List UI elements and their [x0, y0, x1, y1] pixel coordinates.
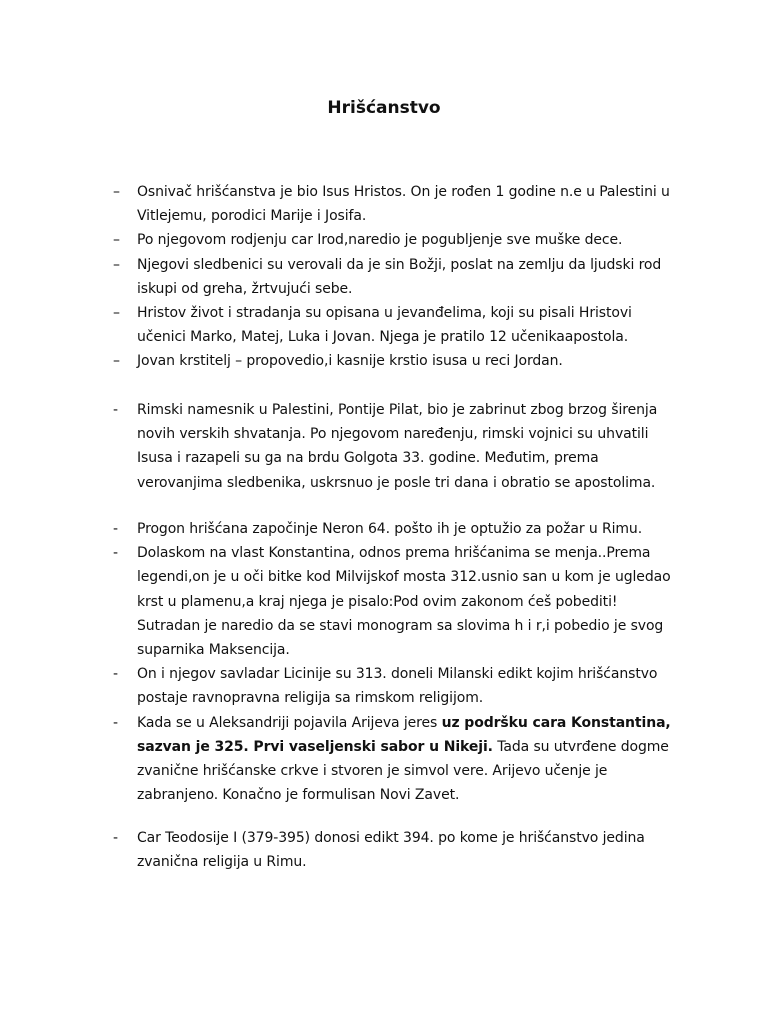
dash-marker: – [113, 184, 120, 200]
dash-marker: - [113, 830, 118, 846]
list-item-text: Jovan krstitelj – propovedio,i kasnije krstio isusa u reci Jordan. [137, 353, 563, 370]
list-item-text [137, 715, 671, 804]
list-item [0, 228, 768, 252]
list-item-text: Car Teodosije I (379-395) donosi edikt 394. po kome je hrišćanstvo jedina zvanična religija u Rimu. [137, 830, 645, 871]
list-item-text: Po njegovom rodjenju car Irod,naredio je pogubljenje sve muške dece. [137, 232, 623, 249]
list-item-text: Osnivač hrišćanstva je bio Isus Hristos. On je rođen 1 godine n.e u Palestini u Vitlejemu, porodici Marije i Josifa. [137, 184, 670, 225]
list-item-text: On i njegov savladar Licinije su 313. doneli Milanski edikt kojim hrišćanstvo postaje ravnopravna religija sa rimskom religijom. [137, 666, 658, 707]
list-item-text: Progon hrišćana započinje Neron 64. pošto ih je optužio za požar u Rimu. [137, 521, 643, 537]
list-item-text-start: Kada se u Aleksandriji pojavila Arijeva jeres [137, 714, 442, 731]
section-persecution-and-recognition [0, 517, 768, 807]
list-item [0, 398, 768, 495]
dash-marker: - [113, 402, 118, 418]
list-item [0, 711, 768, 808]
section-theodosius [0, 826, 768, 874]
list-item-text: Njegovi sledbenici su verovali da je sin Božji, poslat na zemlju da ljudski rod iskupi od greha, žrtvujući sebe. [137, 256, 662, 297]
list-item-text-end: Tada su utvrđene dogme zvanične hrišćanske crkve i stvoren je simvol vere. Arijevo učenje je zabranjeno. Konačno je formulisan Novi Zavet. [137, 738, 669, 804]
section-founding [0, 180, 768, 374]
bullet-list [0, 180, 768, 374]
dash-marker: – [113, 232, 120, 249]
bold-emphasis-text: uz podršku cara Konstantina, sazvan je 325. Prvi vaseljenski sabor u Nikeji. [137, 714, 671, 755]
dash-marker: - [113, 545, 118, 562]
list-item-text: Rimski namesnik u Palestini, Pontije Pilat, bio je zabrinut zbog brzog širenja novih verskih shvatanja. Po njegovom naređenju, rimski vojnici su uhvatili Isusa i razapeli su ga na brdu Golgota 33. godine. Međutim, prema verovanjima sledbenika, uskrsnuo je posle tri dana i obratio se apostolima. [137, 402, 658, 491]
list-item [0, 180, 768, 228]
bullet-list [0, 517, 768, 807]
list-item [0, 349, 768, 373]
dash-marker: - [113, 666, 118, 683]
list-item [0, 541, 768, 662]
section-crucifixion [0, 398, 768, 495]
document-title: Hrišćanstvo [327, 98, 441, 118]
list-item [0, 253, 768, 301]
dash-marker: – [113, 256, 120, 273]
list-item-text: Hristov život i stradanja su opisana u jevanđelima, koji su pisali Hristovi učenici Marko, Matej, Luka i Jovan. Njega je pratilo 12 učenikaapostola. [137, 305, 632, 346]
list-item [0, 301, 768, 349]
list-item [0, 826, 768, 874]
list-item [0, 662, 768, 710]
list-item [0, 517, 768, 541]
dash-marker: – [113, 305, 120, 322]
dash-marker: – [113, 353, 120, 370]
dash-marker: - [113, 521, 118, 537]
list-item-text: Dolaskom na vlast Konstantina, odnos prema hrišćanima se menja..Prema legendi,on je u oči bitke kod Milvijskof mosta 312.usnio san u kom je ugledao krst u plamenu,a kraj njega je pisalo:Pod ovim zakonom ćeš pobediti! Sutradan je naredio da se stavi monogram sa slovima h i r,i pobedio je svog suparnika Maksencija. [137, 545, 671, 659]
bullet-list [0, 398, 768, 495]
dash-marker: - [113, 714, 118, 731]
bullet-list [0, 826, 768, 874]
